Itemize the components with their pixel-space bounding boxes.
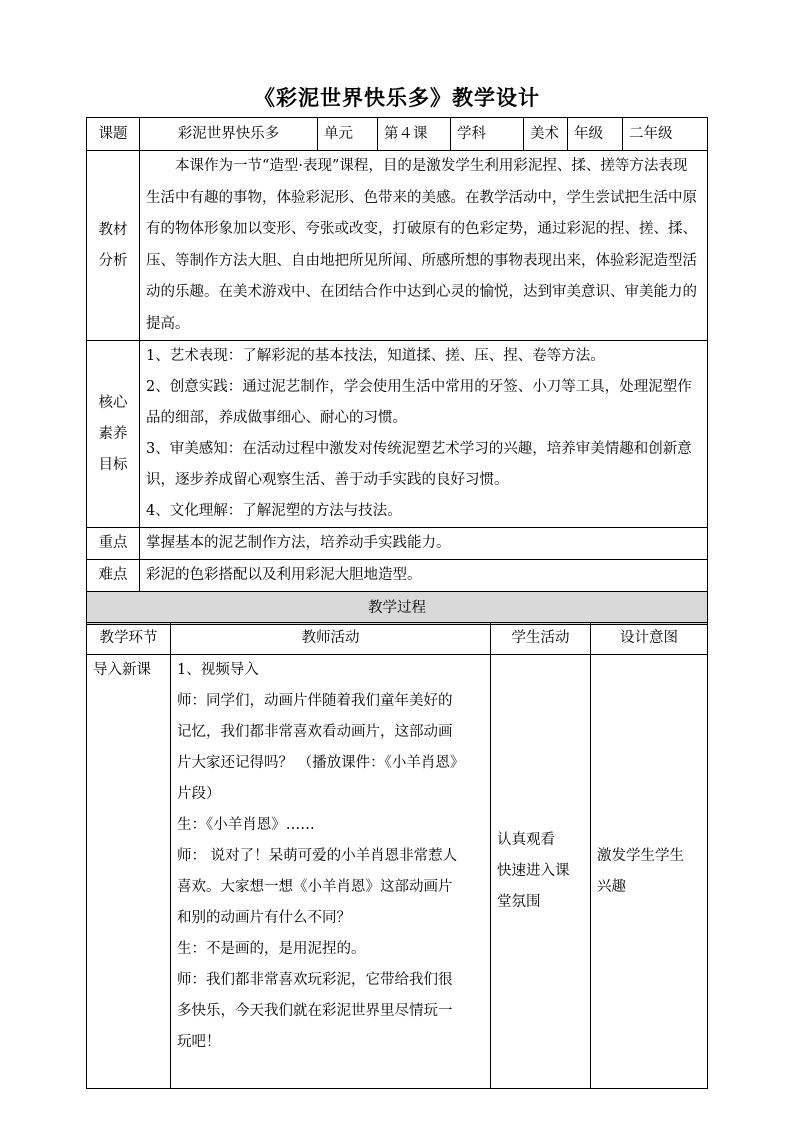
teacher-line: 片段）	[177, 786, 221, 802]
intent-line: 激发学生学生	[597, 847, 684, 864]
goals-label-line1: 核心	[98, 394, 128, 411]
goal-item: 3、审美感知：在活动过程中激发对传统泥塑艺术学习的兴趣，培养审美情趣和创新意识，逐步养成留心观察生活、善于动手实践的良好习惯。	[146, 441, 692, 488]
goals-label-line2: 素养	[98, 425, 128, 442]
process-heading: 教学过程	[87, 592, 708, 625]
teacher-line: 师：同学们，动画片伴随着我们童年美好的	[177, 693, 453, 709]
goal-item: 2、创意实践：通过泥艺制作，学会使用生活中常用的牙签、小刀等工具，处理泥塑作品的细部，养成做事细心、耐心的习惯。	[146, 379, 692, 426]
goals-row	[87, 341, 708, 528]
teacher-line: 片大家还记得吗？ （播放课件：《小羊肖恩》	[177, 755, 465, 771]
analysis-row	[87, 151, 708, 341]
teacher-line: 和别的动画片有什么不同？	[177, 910, 351, 926]
stage-cell: 导入新课	[87, 655, 171, 1089]
difficulty-label: 难点	[87, 560, 140, 592]
column-header-intent: 设计意图	[591, 623, 708, 655]
key-point-row	[87, 528, 708, 560]
subject-value: 美术	[524, 118, 568, 151]
teacher-line: 玩吧！	[177, 1034, 221, 1050]
column-header-student: 学生活动	[491, 623, 591, 655]
analysis-label-line1: 教材	[98, 221, 128, 238]
process-table	[86, 622, 708, 1089]
topic-value: 彩泥世界快乐多	[140, 118, 318, 151]
teacher-activity-cell	[171, 655, 491, 1089]
student-activity-cell	[491, 655, 591, 1089]
intent-line: 兴趣	[597, 878, 626, 895]
column-header-teacher: 教师活动	[171, 623, 491, 655]
lesson-plan-table	[86, 117, 708, 625]
goals-text	[140, 341, 708, 528]
unit-label: 单元	[318, 118, 378, 151]
goals-label	[87, 341, 140, 528]
key-point-text: 掌握基本的泥艺制作方法，培养动手实践能力。	[140, 528, 708, 560]
key-point-label: 重点	[87, 528, 140, 560]
grade-value: 二年级	[623, 118, 708, 151]
topic-label: 课题	[87, 118, 140, 151]
goal-item: 4、文化理解：了解泥塑的方法与技法。	[146, 503, 402, 519]
analysis-label-line2: 分析	[98, 252, 128, 269]
analysis-text: 本课作为一节“造型·表现”课程，目的是激发学生利用彩泥捏、揉、搓等方法表现生活中有趣的事物，体验彩泥形、色带来的美感。在教学活动中，学生尝试把生活中原有的物体形象加以变形、夸张或改变，打破原有的色彩定势，通过彩泥的捏、搓、揉、压、等制作方法大胆、自由地把所见所闻、所感所想的事物表现出来，体验彩泥造型活动的乐趣。在美术游戏中、在团结合作中达到心灵的愉悦，达到审美意识、审美能力的提高。	[140, 151, 708, 341]
teacher-line: 多快乐，今天我们就在彩泥世界里尽情玩一	[177, 1003, 453, 1019]
document-title: 《彩泥世界快乐多》教学设计	[254, 85, 540, 110]
teacher-line: 师： 说对了！呆萌可爱的小羊肖恩非常惹人	[177, 848, 458, 864]
teacher-line: 生：《小羊肖恩》……	[177, 817, 315, 833]
header-row	[87, 118, 708, 151]
process-heading-row	[87, 592, 708, 625]
grade-label: 年级	[568, 118, 623, 151]
analysis-label	[87, 151, 140, 341]
student-line: 堂氛围	[497, 894, 541, 910]
process-header-row	[87, 623, 708, 655]
subject-label: 学科	[451, 118, 524, 151]
goals-label-line3: 目标	[98, 456, 128, 473]
teacher-line: 师：我们都非常喜欢玩彩泥，它带给我们很	[177, 972, 453, 988]
teacher-line: 记忆，我们都非常喜欢看动画片，这部动画	[177, 724, 453, 740]
difficulty-row	[87, 560, 708, 592]
teacher-line: 1、视频导入	[177, 662, 259, 678]
unit-value: 第４课	[378, 118, 451, 151]
teacher-line: 喜欢。大家想一想《小羊肖恩》这部动画片	[177, 879, 453, 895]
teacher-line: 生：不是画的，是用泥捏的。	[177, 941, 366, 957]
student-line: 认真观看	[497, 832, 555, 848]
goal-item: 1、艺术表现：了解彩泥的基本技法，知道揉、搓、压、捏、卷等方法。	[146, 348, 605, 364]
student-line: 快速进入课	[497, 863, 570, 879]
column-header-stage: 教学环节	[87, 623, 171, 655]
design-intent-cell	[591, 655, 708, 1089]
table-row	[87, 655, 708, 1089]
difficulty-text: 彩泥的色彩搭配以及利用彩泥大胆地造型。	[140, 560, 708, 592]
